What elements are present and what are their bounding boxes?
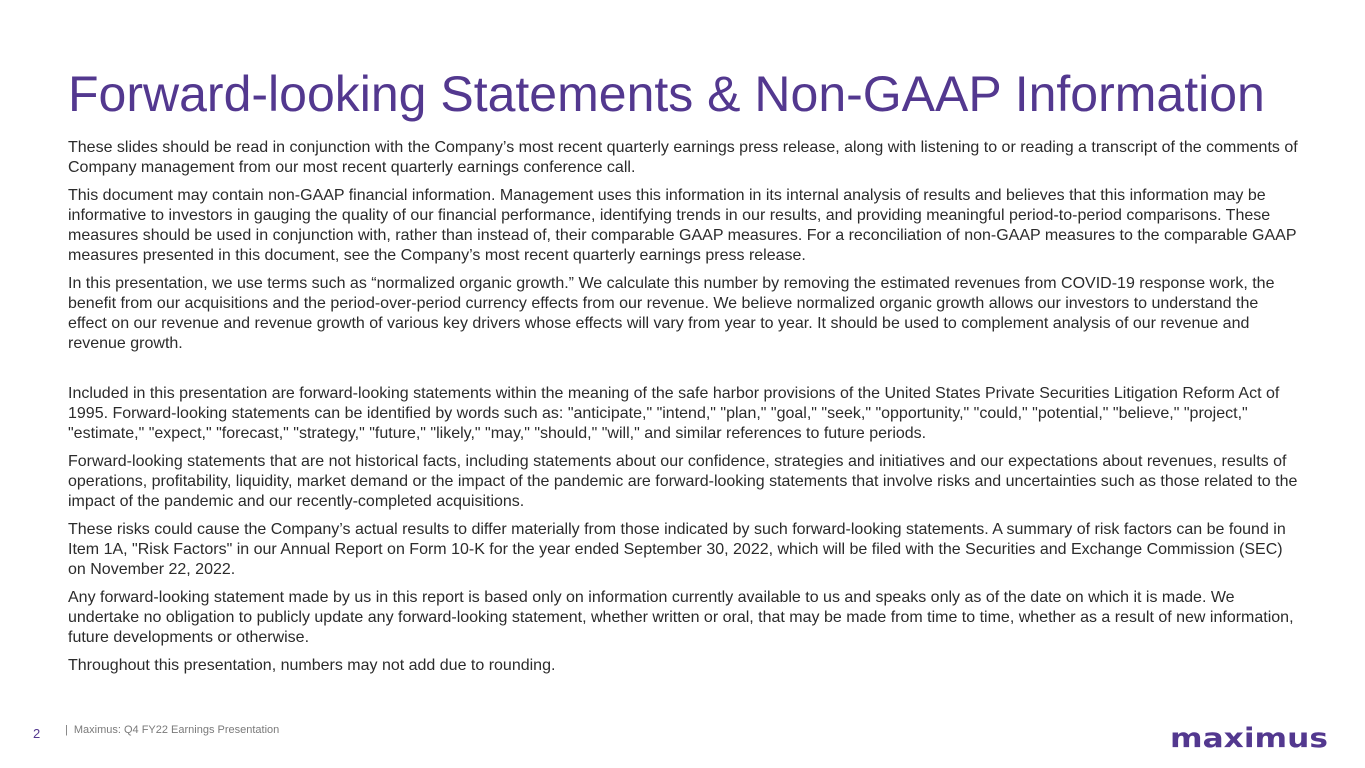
paragraph-safe-harbor: Included in this presentation are forward-looking statements within the meaning of the safe harbor provisions of the United States Private Securities Litigation Reform Act of 1995. Forward-looking statements can be identified by words such as: "anticipate," "intend," "plan," "goal," "seek," "opportunity," "could," "potential," "believe," "project," "estimate," "expect," "forecast," "strategy," "future," "likely," "may," "should," "will," and similar references to future periods. <box>68 385 1280 442</box>
paragraph-no-obligation: Any forward-looking statement made by us in this report is based only on information currently available to us and speaks only as of the date on which it is made. We undertake no obligation to publicly update any forward-looking statement, whether written or oral, that may be made from time to time, whether as a result of new information, future developments or otherwise. <box>68 589 1294 646</box>
presentation-name: Maximus: Q4 FY22 Earnings Presentation <box>73 724 280 736</box>
paragraph-rounding: Throughout this presentation, numbers may not add due to rounding. <box>68 657 556 674</box>
slide-title: Forward-looking Statements & Non-GAAP Information <box>68 66 1265 122</box>
slide-body <box>68 138 1300 684</box>
paragraph-earnings-release-notice: These slides should be read in conjunction with the Company’s most recent quarterly earnings press release, along with listening to or reading a transcript of the comments of Company management from our most recent quarterly earnings conference call. <box>68 139 1298 176</box>
paragraph-forward-looking-risks: Forward-looking statements that are not historical facts, including statements about our confidence, strategies and initiatives and our expectations about revenues, results of operations, profitability, liquidity, market demand or the impact of the pandemic are forward-looking statements that involve risks and uncertainties such as those related to the impact of the pandemic and our recently-completed acquisitions. <box>68 453 1298 510</box>
footer-separator: | <box>65 724 68 736</box>
slide-footer <box>0 718 1365 768</box>
paragraph-non-gaap-info: This document may contain non-GAAP financial information. Management uses this information in its internal analysis of results and believes that this information may be informative to investors in gauging the quality of our financial performance, identifying trends in our results, and providing meaningful period-to-period comparisons. These measures should be used in conjunction with, rather than instead of, their comparable GAAP measures. For a reconciliation of non-GAAP measures to the comparable GAAP measures presented in this document, see the Company’s most recent quarterly earnings press release. <box>68 187 1297 264</box>
paragraph-risk-factors: These risks could cause the Company’s actual results to differ materially from those indicated by such forward-looking statements. A summary of risk factors can be found in Item 1A, "Risk Factors" in our Annual Report on Form 10-K for the year ended September 30, 2022, which will be filed with the Securities and Exchange Commission (SEC) on November 22, 2022. <box>68 521 1286 578</box>
maximus-logo-wordmark: maximus <box>1170 723 1328 754</box>
paragraph-normalized-organic-growth: In this presentation, we use terms such as “normalized organic growth.” We calculate this number by removing the estimated revenues from COVID-19 response work, the benefit from our acquisitions and the period-over-period currency effects from our revenue. We believe normalized organic growth allows our investors to understand the effect on our revenue and revenue growth of various key drivers whose effects will vary from year to year. It should be used to complement analysis of our revenue and revenue growth. <box>68 275 1275 352</box>
footer-presentation-label <box>65 724 279 736</box>
maximus-logo <box>1170 722 1330 754</box>
page-number: 2 <box>33 726 41 741</box>
